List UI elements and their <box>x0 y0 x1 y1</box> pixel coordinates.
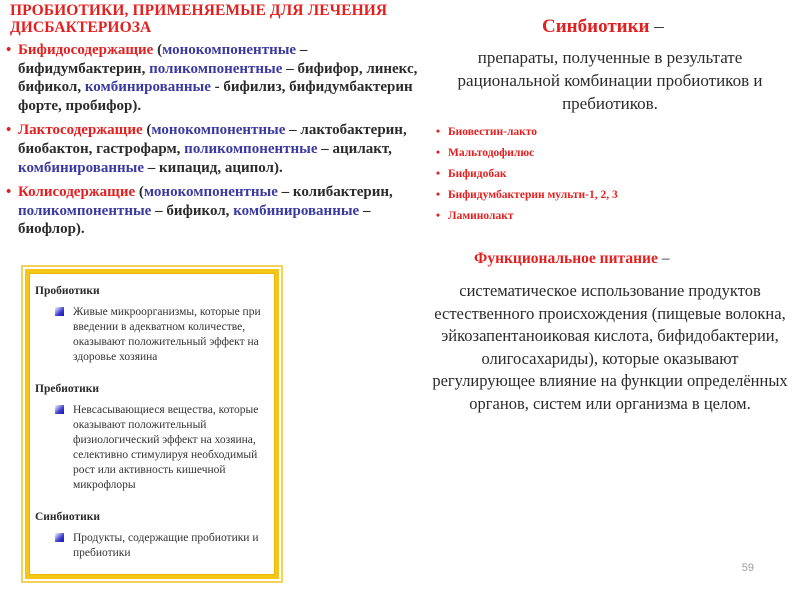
functional-title <box>474 250 669 268</box>
poly-items: – бификол, <box>151 202 234 219</box>
comb-items: – кипацид, аципол). <box>144 159 283 176</box>
bullet-square-icon <box>55 307 64 316</box>
list-item: • Биовестин-лакто <box>436 122 618 143</box>
poly-items: – ацилакт, <box>317 140 392 157</box>
synbiotics-list <box>436 122 618 227</box>
box-synbiotics-text: Продукты, содержащие пробиотики и пребиотики <box>73 532 259 559</box>
functional-title-dash: – <box>657 250 670 267</box>
list-item: • Бифидосодержащие (монокомпонентные – бифидумбактерин, поликомпонентные – бифифор, линекс, бификол, комбинированные - бифилиз, бифидумбактерин форте, пробифор). <box>6 41 426 115</box>
comb-items: - бифилиз, бифидумбактерин форте, пробифор). <box>18 79 413 114</box>
comb-label: комбинированные <box>18 159 145 176</box>
comb-label: комбинированные <box>233 202 360 219</box>
synbiotics-definition: препараты, полученные в результате рациональной комбинации пробиотиков и пребиотиков. <box>457 48 763 113</box>
mono-items: – колибактерин, <box>277 184 393 201</box>
box-prebiotics-item <box>35 403 269 493</box>
mono-label: монокомпонентные <box>162 42 297 58</box>
probiotics-list <box>6 41 426 239</box>
box-prebiotics-text: Невсасывающиеся вещества, которые оказывают положительный физиологический эффект на хозяина, селективно стимулируя необходимый рост или активность кишечной микрофлоры <box>73 404 259 491</box>
list-item: • Лактосодержащие (монокомпонентные – лактобактерин, биобактон, гастрофарм, поликомпонентные – ацилакт, комбинированные – кипацид, аципол). <box>6 121 426 177</box>
list-item: • Бифидумбактерин мульти-1, 2, 3 <box>436 185 618 206</box>
definitions-box <box>25 269 279 579</box>
list-item: • Мальтодофилюс <box>436 143 618 164</box>
bullet-square-icon <box>55 405 64 414</box>
poly-label: поликомпонентные <box>149 60 283 77</box>
mono-label: монокомпонентные <box>143 184 278 201</box>
page-title: ПРОБИОТИКИ, ПРИМЕНЯЕМЫЕ ДЛЯ ЛЕЧЕНИЯ ДИСБАКТЕРИОЗА <box>10 2 388 36</box>
mono-items: – бифидумбактерин, <box>18 42 308 77</box>
poly-label: поликомпонентные <box>184 140 318 157</box>
bullet-square-icon <box>55 533 64 542</box>
left-column <box>6 0 426 245</box>
list-item: • Колисодержащие (монокомпонентные – колибактерин, поликомпонентные – бификол, комбинированные – биофлор). <box>6 183 426 239</box>
page-number: 59 <box>741 562 754 574</box>
item-head: Бифидосодержащие <box>18 42 154 58</box>
box-probiotics-head: Пробиотики <box>35 285 100 297</box>
poly-label: поликомпонентные <box>18 202 152 219</box>
box-probiotics-item <box>35 305 269 365</box>
comb-label: комбинированные <box>84 79 211 96</box>
box-prebiotics-head: Пребиотики <box>35 383 99 395</box>
mono-items: – лактобактерин, биобактон, гастрофарм, <box>18 122 407 157</box>
functional-definition: систематическое использование продуктов естественного происхождения (пищевые волокна, эйкозапентаноиковая кислота, бифидобактерии, олигосахариды), которые оказывают регулирующее влияние на функции определённых органов, систем или организма в целом. <box>432 281 788 413</box>
synbiotics-title-dash: – <box>649 16 664 37</box>
comb-items: – биофлор). <box>18 202 371 238</box>
poly-items: – бифифор, линекс, бификол, <box>18 60 418 96</box>
item-head: Лактосодержащие <box>18 122 143 139</box>
box-synbiotics-item <box>35 531 269 561</box>
mono-label: монокомпонентные <box>151 122 286 139</box>
box-synbiotics-head: Синбиотики <box>35 511 101 523</box>
item-head: Колисодержащие <box>18 184 136 201</box>
synbiotics-title-text: Синбиотики <box>542 16 650 37</box>
box-probiotics-text: Живые микроорганизмы, которые при введении в адекватном количестве, оказывают положительный эффект на здоровье хозяина <box>73 306 261 363</box>
list-item: • Бифидобак <box>436 164 618 185</box>
list-item: • Ламинолакт <box>436 206 618 227</box>
synbiotics-title <box>542 16 664 38</box>
functional-title-text: Функциональное питание <box>474 250 658 267</box>
